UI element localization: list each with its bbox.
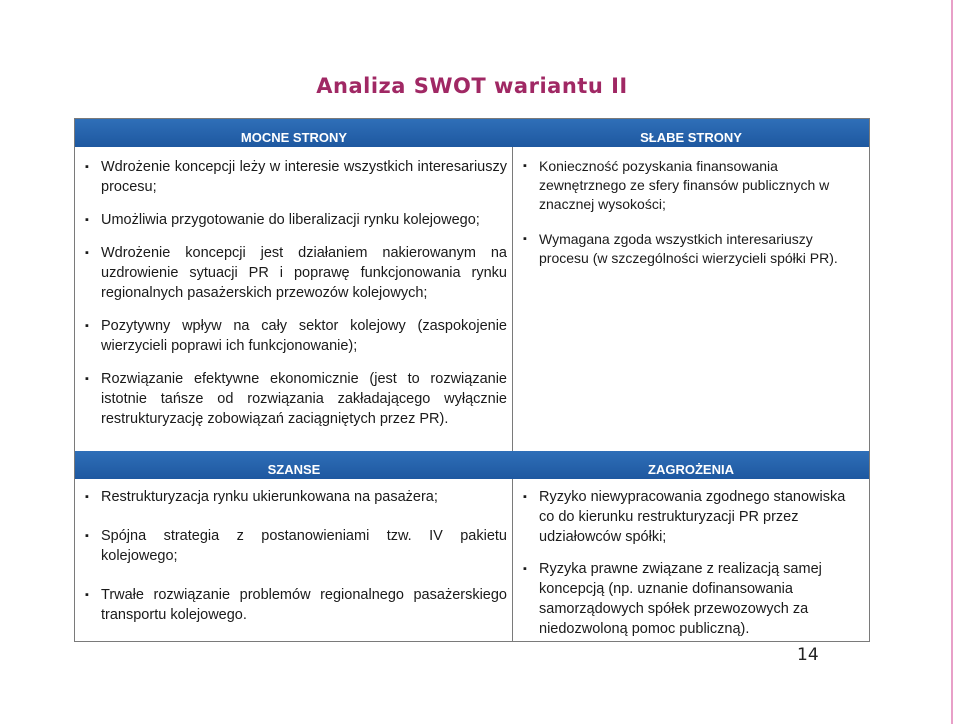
threats-list bbox=[517, 487, 863, 651]
list-item: ▪ Wymagana zgoda wszystkich interesariuszy procesu (w szczególności wierzycieli spółki PR). bbox=[517, 230, 863, 268]
weaknesses-header: SŁABE STRONY bbox=[513, 119, 869, 147]
page-title: Analiza SWOT wariantu II bbox=[316, 74, 628, 98]
list-item: ▪ Wdrożenie koncepcji leży w interesie wszystkich interesariuszy procesu; bbox=[79, 157, 507, 197]
threats-header: ZAGROŻENIA bbox=[513, 451, 869, 479]
list-item: ▪ Umożliwia przygotowanie do liberalizacji rynku kolejowego; bbox=[79, 210, 507, 230]
page-number: 14 bbox=[797, 645, 819, 665]
list-item: ▪ Restrukturyzacja rynku ukierunkowana na pasażera; bbox=[79, 487, 507, 507]
column-divider bbox=[512, 119, 513, 641]
swot-table bbox=[74, 118, 870, 642]
list-item: ▪ Ryzyko niewypracowania zgodnego stanowiska co do kierunku restrukturyzacji PR przez udziałowców spółki; bbox=[517, 487, 863, 547]
list-item: ▪ Ryzyka prawne związane z realizacją samej koncepcją (np. uznanie dofinansowania samorządowych spółek przewozowych za niedozwoloną pomoc publiczną). bbox=[517, 559, 863, 639]
opportunities-list bbox=[79, 487, 507, 644]
list-item: ▪ Trwałe rozwiązanie problemów regionalnego pasażerskiego transportu kolejowego. bbox=[79, 585, 507, 625]
page-edge-line bbox=[951, 0, 953, 724]
opportunities-header: SZANSE bbox=[75, 451, 513, 479]
strengths-header: MOCNE STRONY bbox=[75, 119, 513, 147]
strengths-list bbox=[79, 157, 507, 442]
list-item: ▪ Wdrożenie koncepcji jest działaniem nakierowanym na uzdrowienie sytuacji PR i poprawę funkcjonowania rynku regionalnych pasażerskich przewozów kolejowych; bbox=[79, 243, 507, 303]
list-item: ▪ Rozwiązanie efektywne ekonomicznie (jest to rozwiązanie istotnie tańsze od rozwiązania zakładającego wyłącznie restrukturyzację zobowiązań zaciągniętych przez PR). bbox=[79, 369, 507, 429]
weaknesses-list bbox=[517, 157, 863, 284]
list-item: ▪ Spójna strategia z postanowieniami tzw. IV pakietu kolejowego; bbox=[79, 526, 507, 566]
list-item: ▪ Pozytywny wpływ na cały sektor kolejowy (zaspokojenie wierzycieli poprawi ich funkcjonowanie); bbox=[79, 316, 507, 356]
list-item: ▪ Konieczność pozyskania finansowania zewnętrznego ze sfery finansów publicznych w znacznej wysokości; bbox=[517, 157, 863, 214]
